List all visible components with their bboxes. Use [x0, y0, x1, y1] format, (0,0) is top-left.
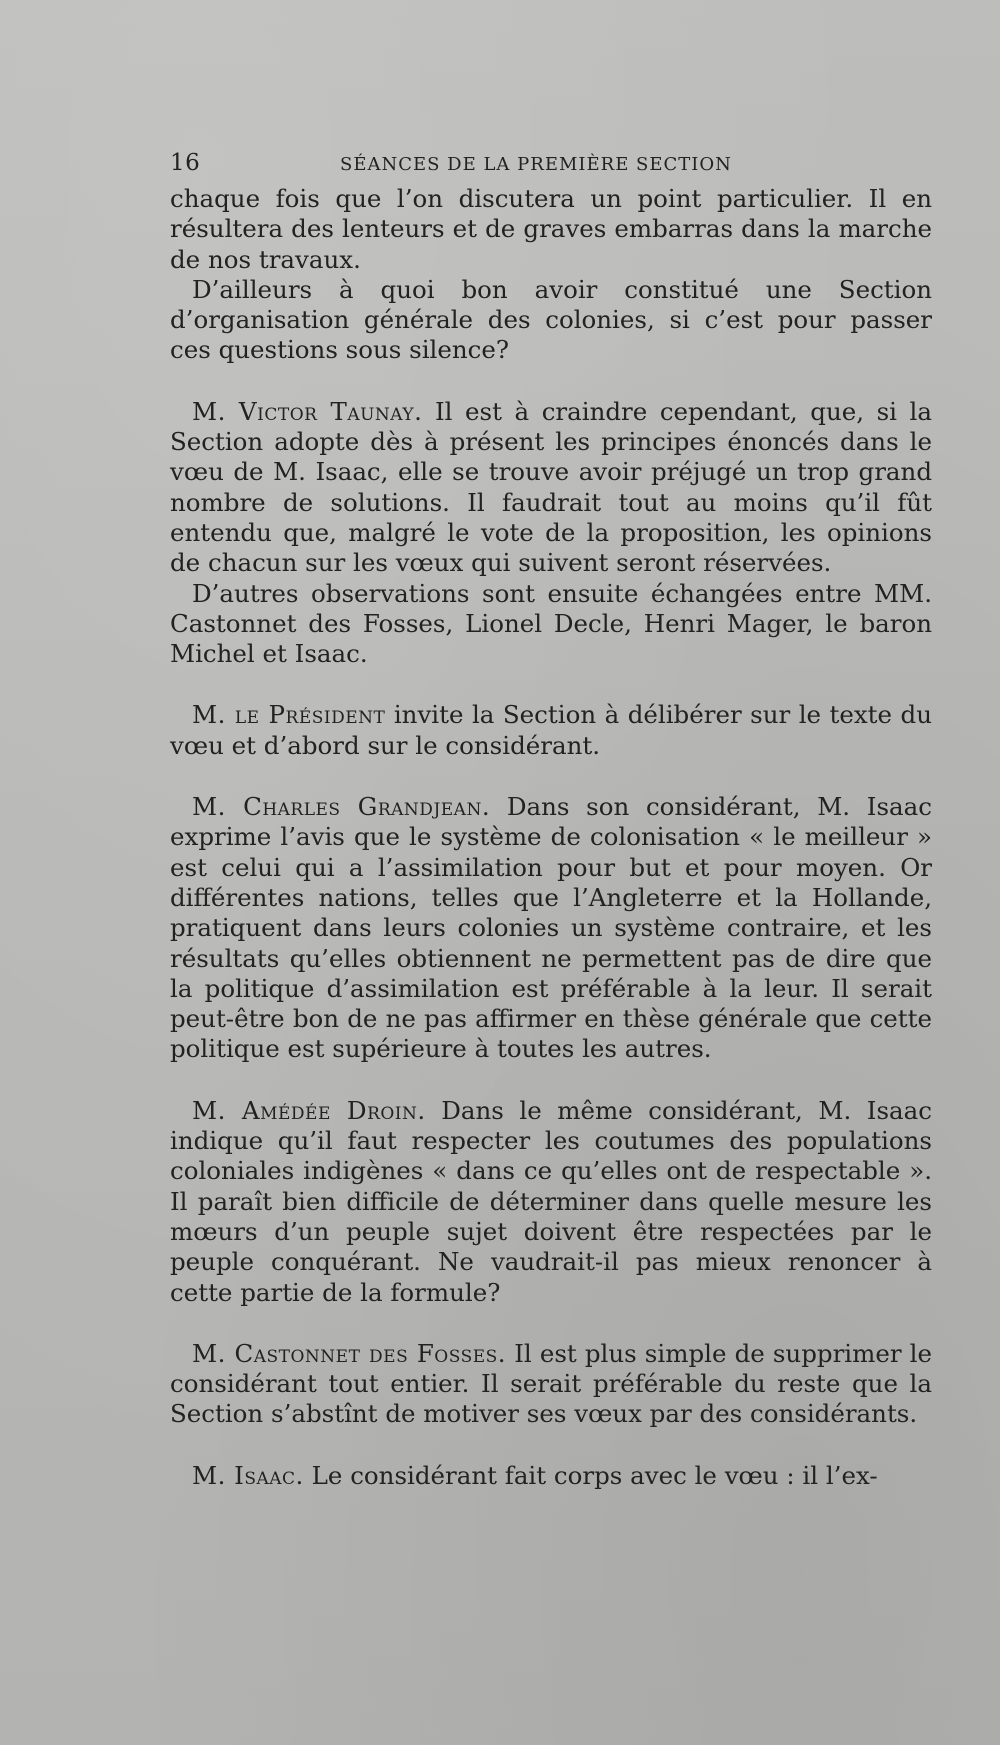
- speech-text: Dans son considérant, M. Isaac exprime l’avis que le système de colonisation « le meilleur » est celui qui a l’assimilation pour but et pour moyen. Or différentes nations, telles que l’Angleterre et la Hollande, pratiquent dans leurs colonies un système contraire, et les résultats qu’elles obtiennent ne permettent pas de dire que la politique d’assimilation est préférable à la leur. Il serait peut-être bon de ne pas affirmer en thèse générale que cette politique est supérieure à toutes les autres.: [170, 792, 932, 1064]
- speaker-name: M. le Président: [192, 700, 386, 730]
- page-number: 16: [170, 150, 201, 176]
- speech-paragraph: [170, 700, 932, 761]
- speaker-name: M. Victor Taunay.: [192, 396, 423, 426]
- paragraph-text: chaque fois que l’on discutera un point particulier. Il en résultera des lenteurs et de graves embarras dans la marche de nos travaux.: [170, 184, 932, 274]
- speech-paragraph: [170, 792, 932, 1065]
- speech-paragraph: [170, 1339, 932, 1430]
- speech-text: invite la Section à délibérer sur le texte du vœu et d’abord sur le considérant.: [170, 700, 932, 760]
- speech-paragraph: [170, 1461, 932, 1491]
- speech-paragraph: [170, 397, 932, 579]
- speech-text: Dans le même considérant, M. Isaac indique qu’il faut respecter les coutumes des populations coloniales indigènes « dans ce qu’elles ont de respectable ». Il paraît bien difficile de déterminer dans quelle mesure les mœurs d’un peuple sujet doivent être respectées par le peuple conquérant. Ne vaudrait-il pas mieux renoncer à cette partie de la formule?: [170, 1095, 932, 1307]
- speaker-name: M. Isaac.: [192, 1460, 304, 1490]
- speaker-name: M. Charles Grandjean.: [192, 792, 491, 822]
- paragraph-text: D’ailleurs à quoi bon avoir constitué une Section d’organisation générale des colonies, si c’est pour passer ces questions sous silence?: [170, 274, 932, 365]
- speech-paragraph: [170, 1096, 932, 1308]
- paragraph-text: D’autres observations sont ensuite échangées entre MM. Castonnet des Fosses, Lionel Decle, Henri Mager, le baron Michel et Isaac.: [170, 578, 932, 669]
- speech-text: Il est plus simple de supprimer le considérant tout entier. Il serait préférable du reste que la Section s’abstînt de motiver ses vœux par des considérants.: [170, 1338, 933, 1429]
- paragraph-continuation: [170, 184, 932, 275]
- running-title: SÉANCES DE LA PREMIÈRE SECTION: [340, 154, 732, 175]
- speaker-name: M. Amédée Droin.: [192, 1095, 426, 1125]
- speech-text: Le considérant fait corps avec le vœu : il l’ex-: [303, 1460, 878, 1490]
- speaker-name: M. Castonnet des Fosses.: [192, 1338, 507, 1368]
- running-head: [170, 150, 932, 184]
- paragraph: [170, 579, 932, 670]
- paragraph: [170, 275, 932, 366]
- text-block: [170, 150, 932, 1491]
- speech-text: Il est à craindre cependant, que, si la Section adopte dès à présent les principes énoncés dans le vœu de M. Isaac, elle se trouve avoir préjugé un trop grand nombre de solutions. Il faudrait tout au moins qu’il fût entendu que, malgré le vote de la proposition, les opinions de chacun sur les vœux qui suivent seront réservées.: [170, 396, 932, 578]
